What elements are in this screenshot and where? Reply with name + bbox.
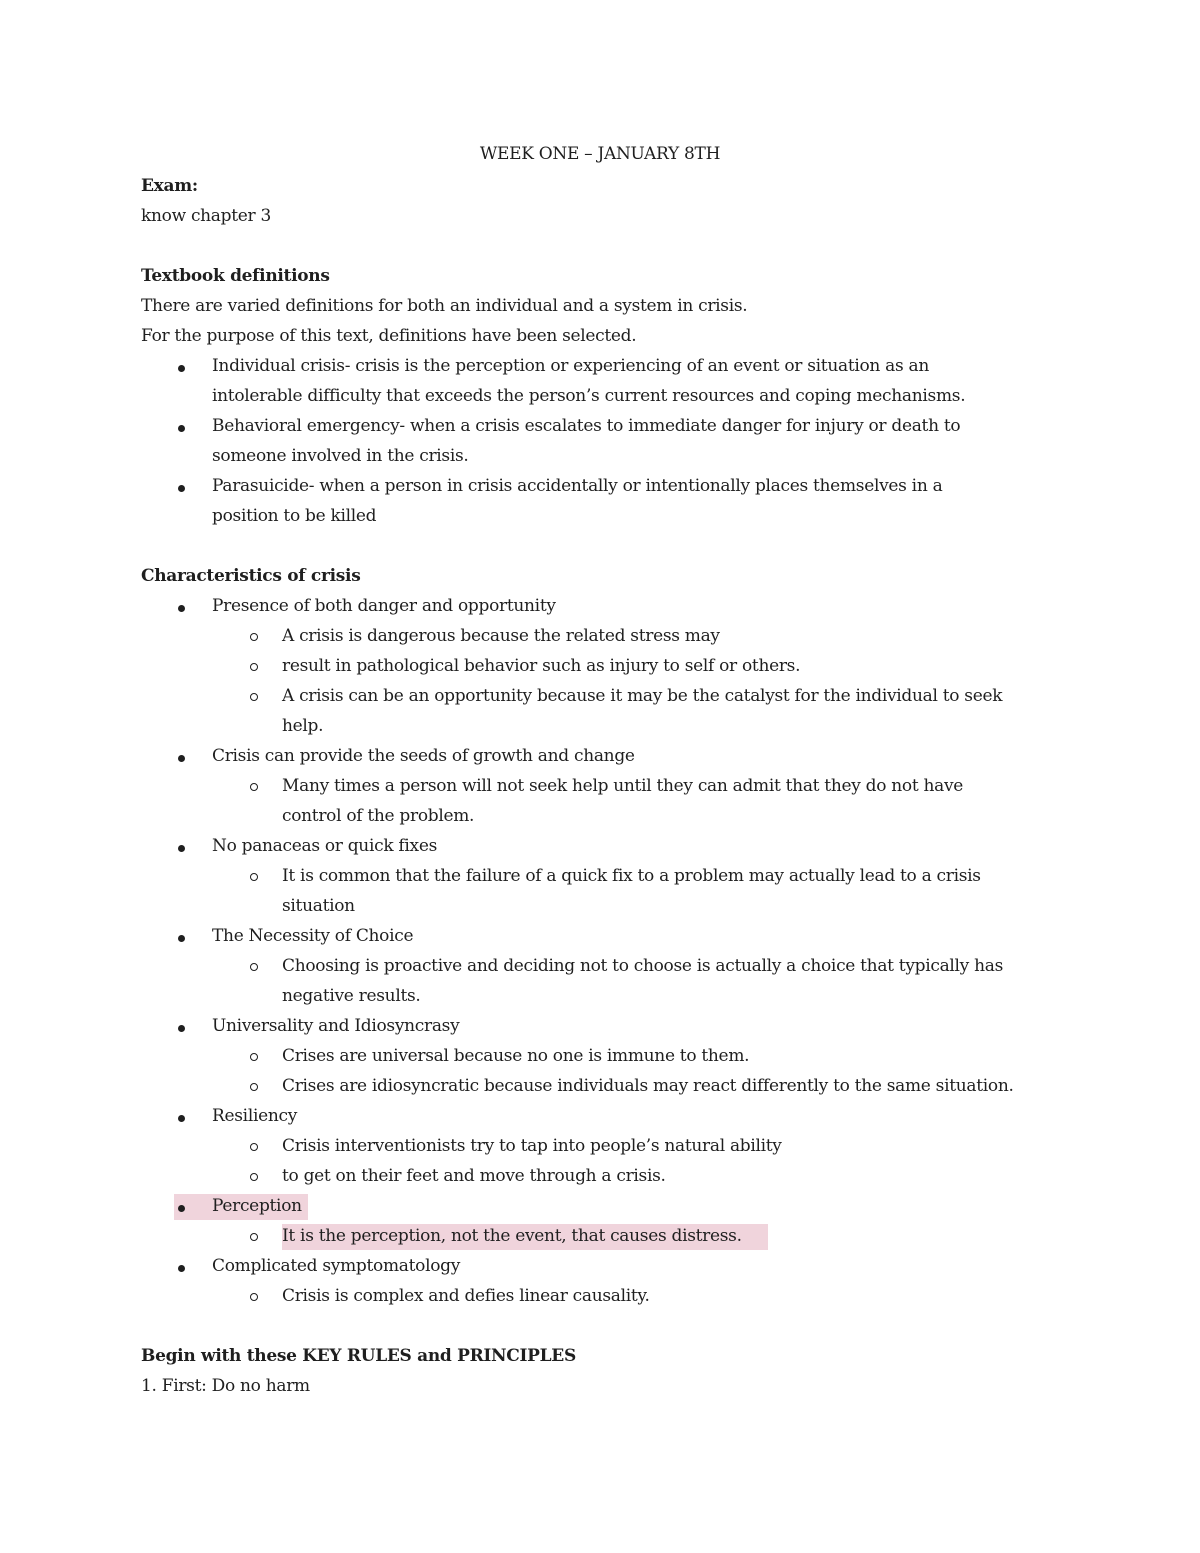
rules-first: 1. First: Do no harm <box>141 1376 310 1396</box>
characteristic-item: Resiliency <box>212 1106 298 1126</box>
sub-bullet-circle <box>250 873 258 881</box>
rules-heading: Begin with these KEY RULES and PRINCIPLES <box>141 1346 576 1366</box>
bullet-dot <box>178 1205 185 1212</box>
sub-bullet-circle <box>250 783 258 791</box>
characteristic-item: Universality and Idiosyncrasy <box>212 1016 460 1036</box>
page-title: WEEK ONE – JANUARY 8TH <box>479 144 721 164</box>
characteristic-item: No panaceas or quick fixes <box>212 836 438 856</box>
sub-item: Many times a person will not seek help until they can admit that they do not have <box>282 776 964 796</box>
bullet-dot <box>178 425 185 432</box>
exam-note: know chapter 3 <box>141 206 271 226</box>
sub-item: Choosing is proactive and deciding not to choose is actually a choice that typically has <box>282 956 1004 976</box>
sub-bullet-circle <box>250 1143 258 1151</box>
characteristic-item: Perception <box>212 1196 302 1216</box>
definition-line: Individual crisis- crisis is the perception or experiencing of an event or situation as an <box>212 356 930 376</box>
sub-bullet-circle <box>250 1233 258 1241</box>
characteristic-item: Presence of both danger and opportunity <box>212 596 556 616</box>
bullet-dot <box>178 935 185 942</box>
bullet-dot <box>178 755 185 762</box>
sub-item: Crisis interventionists try to tap into people’s natural ability <box>282 1136 782 1156</box>
sub-bullet-circle <box>250 1053 258 1061</box>
definition-line: someone involved in the crisis. <box>212 446 469 466</box>
definition-line: intolerable difficulty that exceeds the person’s current resources and coping mechanisms. <box>212 386 966 406</box>
sub-item: Crises are universal because no one is immune to them. <box>282 1046 750 1066</box>
sub-item: result in pathological behavior such as injury to self or others. <box>282 656 801 676</box>
sub-bullet-circle <box>250 663 258 671</box>
exam-heading: Exam: <box>141 176 198 196</box>
sub-item: It is common that the failure of a quick fix to a problem may actually lead to a crisis <box>282 866 981 886</box>
definition-line: position to be killed <box>212 506 377 526</box>
bullet-dot <box>178 485 185 492</box>
sub-item: A crisis is dangerous because the related stress may <box>282 626 720 646</box>
sub-bullet-circle <box>250 1083 258 1091</box>
sub-bullet-circle <box>250 963 258 971</box>
definition-line: Behavioral emergency- when a crisis escalates to immediate danger for injury or death to <box>212 416 961 436</box>
characteristic-item: Complicated symptomatology <box>212 1256 461 1276</box>
sub-item: help. <box>282 716 324 736</box>
characteristic-item: Crisis can provide the seeds of growth and change <box>212 746 635 766</box>
sub-item: negative results. <box>282 986 421 1006</box>
sub-item: Crises are idiosyncratic because individuals may react differently to the same situation. <box>282 1076 1014 1096</box>
characteristic-item: The Necessity of Choice <box>212 926 414 946</box>
sub-item: to get on their feet and move through a crisis. <box>282 1166 666 1186</box>
sub-item: situation <box>282 896 355 916</box>
textbook-heading: Textbook definitions <box>141 266 330 286</box>
sub-bullet-circle <box>250 1173 258 1181</box>
sub-item: control of the problem. <box>282 806 475 826</box>
bullet-dot <box>178 1265 185 1272</box>
textbook-intro-1: There are varied definitions for both an individual and a system in crisis. <box>141 296 748 316</box>
sub-item: It is the perception, not the event, that causes distress. <box>282 1226 742 1246</box>
bullet-dot <box>178 365 185 372</box>
definition-line: Parasuicide- when a person in crisis accidentally or intentionally places themselves in a <box>212 476 943 496</box>
textbook-intro-2: For the purpose of this text, definitions have been selected. <box>141 326 637 346</box>
bullet-dot <box>178 1115 185 1122</box>
sub-bullet-circle <box>250 693 258 701</box>
sub-item: A crisis can be an opportunity because it may be the catalyst for the individual to seek <box>282 686 1003 706</box>
bullet-dot <box>178 605 185 612</box>
sub-item: Crisis is complex and defies linear causality. <box>282 1286 650 1306</box>
sub-bullet-circle <box>250 1293 258 1301</box>
characteristics-heading: Characteristics of crisis <box>141 566 361 586</box>
bullet-dot <box>178 845 185 852</box>
sub-bullet-circle <box>250 633 258 641</box>
bullet-dot <box>178 1025 185 1032</box>
